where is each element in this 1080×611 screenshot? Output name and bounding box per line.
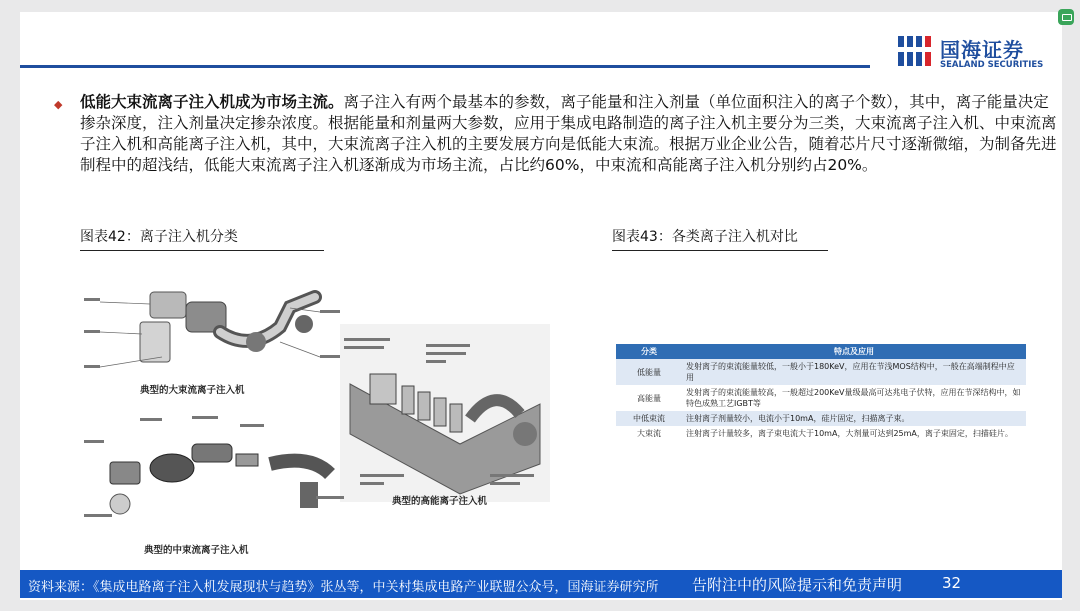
- page-number: 32: [942, 574, 962, 592]
- row-category: 大束流: [616, 426, 682, 441]
- high-energy-implanter-image: [340, 324, 550, 502]
- table-row: [616, 411, 1026, 426]
- row-description: 注射离子计量较多，离子束电流大于10mA，大剂量可达到25mA，离子束固定，扫描硅片。: [682, 426, 1026, 441]
- bullet-diamond-icon: ◆: [54, 98, 63, 111]
- high-current-implanter-image: [80, 272, 350, 390]
- caption-medium-current: 典型的中束流离子注入机: [144, 545, 249, 556]
- intro-bold: 低能大束流离子注入机成为市场主流。: [80, 93, 344, 111]
- table-header-row: [616, 344, 1026, 359]
- sealand-logo-icon: [896, 32, 934, 70]
- table-row: [616, 385, 1026, 411]
- note-icon[interactable]: [1058, 9, 1074, 25]
- caption-high-energy: 典型的高能离子注入机: [392, 496, 488, 507]
- row-description: 发射离子的束流能量较低，一般小于180KeV，应用在节浅MOS结构中，一般在高端制程中应用: [682, 359, 1026, 385]
- footer-bar: [20, 570, 1062, 598]
- footer-disclaimer[interactable]: 告附注中的风险提示和免责声明: [692, 576, 903, 594]
- table-row: [616, 426, 1026, 441]
- header-category: 分类: [616, 344, 682, 359]
- figure43-title: 图表43：各类离子注入机对比: [612, 226, 828, 251]
- sealand-logo: [896, 32, 1046, 76]
- row-category: 高能量: [616, 385, 682, 411]
- implanter-comparison-table: [616, 344, 1026, 441]
- intro-paragraph: [80, 92, 1060, 176]
- medium-current-implanter-image: [80, 404, 350, 526]
- slide: [20, 12, 1062, 600]
- row-category: 中低束流: [616, 411, 682, 426]
- caption-high-current: 典型的大束流离子注入机: [140, 385, 245, 396]
- row-category: 低能量: [616, 359, 682, 385]
- logo-text-cn: 国海证券: [940, 38, 1024, 62]
- intro-text: 离子注入有两个最基本的参数，离子能量和注入剂量（单位面积注入的离子个数），其中，离子能量决定掺杂深度，注入剂量决定掺杂浓度。根据能量和剂量两大参数，应用于集成电路制造的离子注入机主要分为三类，大束流离子注入机、中束流离子注入机和高能离子注入机，其中，大束流离子注入机的主要发展方向是低能大束流。根据万业企业公告，随着芯片尺寸逐渐微缩，为制备先进制程中的超浅结，低能大束流离子注入机逐渐成为市场主流，占比约60%，中束流和高能离子注入机分别约占20%。: [80, 93, 1057, 174]
- footer-source: 资料来源：《集成电路离子注入机发展现状与趋势》张丛等，中关村集成电路产业联盟公众号，国海证券研究所: [28, 580, 659, 595]
- row-description: 注射离子剂量较小，电流小于10mA，硅片固定，扫描离子束。: [682, 411, 1026, 426]
- header-rule: [20, 65, 870, 68]
- figure42-title: 图表42：离子注入机分类: [80, 226, 324, 251]
- row-description: 发射离子的束流能量较高，一般超过200KeV量级最高可达兆电子伏特，应用在节深结构中，如特色成熟工艺IGBT等: [682, 385, 1026, 411]
- table-row: [616, 359, 1026, 385]
- logo-text-en: SEALAND SECURITIES: [940, 60, 1044, 70]
- header-features: 特点及应用: [682, 344, 1026, 359]
